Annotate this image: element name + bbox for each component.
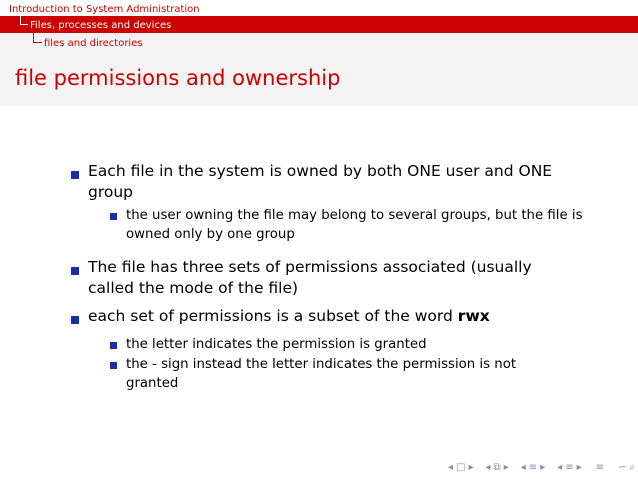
first-frame-icon[interactable]: ◂ [447,461,454,473]
list-item: The file has three sets of permissions associated (usually called the mode of the file) [88,258,532,297]
next-frame-icon[interactable]: ▸ [468,461,474,473]
list-item-keyword: rwx [457,307,490,325]
doc-icon[interactable]: ≡ [565,461,574,473]
header-subsection-bar [0,16,638,33]
search-icon[interactable]: ∽ [618,461,627,473]
header-subsection-link[interactable]: Files, processes and devices [30,20,172,31]
bullet-icon [71,171,79,179]
prev-doc-icon[interactable]: ◂ [557,461,563,473]
align-icon[interactable]: ≡ [595,461,604,473]
title-bar [0,51,638,106]
next-subsection-icon[interactable]: ▸ [503,461,509,473]
prev-section-icon[interactable]: ◂ [520,461,526,473]
navigation-symbols [420,459,635,475]
prev-subsection-icon[interactable]: ◂ [485,461,491,473]
header-subsubsection-bar [0,33,638,51]
section-icon[interactable]: ≡ [528,461,538,473]
tree-connector-icon [20,16,28,25]
sub-list-item: the user owning the file may belong to several groups, but the file is owned only by one group [126,208,583,242]
sub-list-item: the - sign instead the letter indicates the permission is not granted [126,357,517,391]
bullet-icon [71,267,79,275]
sub-bullet-icon [110,342,117,349]
header-subsubsection-link[interactable]: files and directories [44,38,143,49]
subsection-icon[interactable]: ⧉ [493,461,501,473]
sub-list-item: the letter indicates the permission is granted [126,337,427,352]
sub-bullet-icon [110,213,117,220]
header-section-bar [0,0,638,16]
bullet-icon [71,316,79,324]
list-item-text: each set of permissions is a subset of the word [88,307,458,325]
list-item [88,306,588,327]
sub-bullet-icon [110,362,117,369]
frame-icon[interactable]: □ [456,461,466,473]
page-title: file permissions and ownership [15,66,341,90]
header-section-link[interactable]: Introduction to System Administration [9,4,200,15]
list-item: Each file in the system is owned by both ONE user and ONE group [88,162,553,201]
next-section-icon[interactable]: ▸ [540,461,546,473]
zoom-icon[interactable]: ⌕ [629,461,635,473]
tree-connector-icon [33,33,42,43]
next-doc-icon[interactable]: ▸ [576,461,582,473]
